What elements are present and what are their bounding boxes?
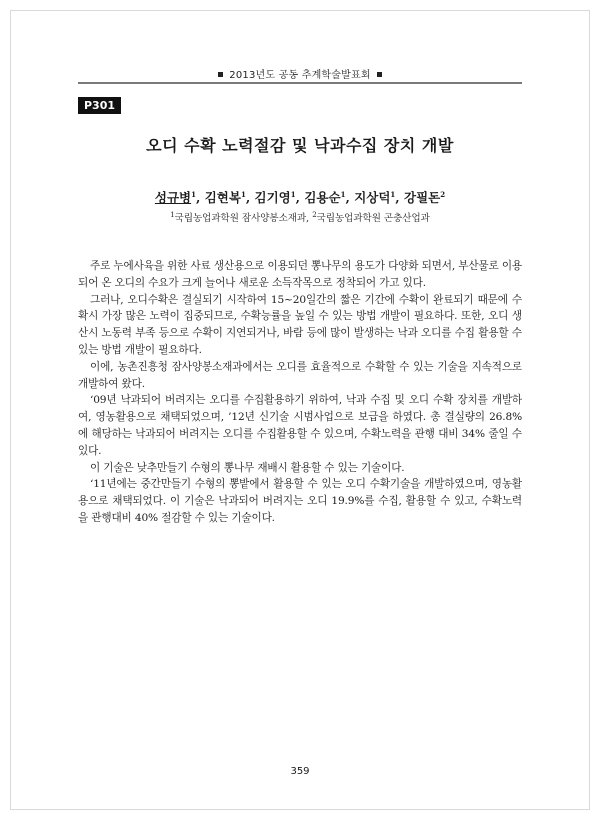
- author-name: 강필돈: [404, 190, 441, 205]
- affiliation-text: 국립농업과학원 잠사양봉소재과,: [174, 213, 313, 224]
- author: 지상덕$^1$,: [354, 189, 405, 205]
- author-affiliation-mark: 1: [290, 189, 296, 199]
- author-affiliation-mark: 1: [240, 189, 246, 199]
- body-paragraph: 그러나, 오디수확은 결실되기 시작하여 15~20일간의 짧은 기간에 수확이 완료되기 때문에 수확시 가장 많은 노력이 집중되므로, 수확능률을 높일 수 있는 방법 개발이 필요하다. 또한, 오디 생산시 노동력 부족 등으로 수확이 지연되거나, 바람 등에 많이 발생하는 낙과 오디를 수집 활용할 수 있는 방법 개발이 필요하다.: [78, 293, 522, 356]
- body-paragraph: ‘09년 낙과되어 버려지는 오디를 수집활용하기 위하여, 낙과 수집 및 오디 수확 장치를 개발하여, 영농활용으로 채택되었으며, ’12년 신기술 시범사업으로 보급을 하였다. 총 결실량의 26.8%에 해당하는 낙과되어 버려지는 오디를 수집활용할 수 있으며, 수확노력을 관행 대비 34% 줄일 수 있다.: [78, 394, 522, 457]
- affiliation-text: 국립농업과학원 곤충산업과: [316, 213, 430, 224]
- body-paragraph: ‘11년에는 중간만들기 수형의 뽕밭에서 활용할 수 있는 오디 수확기술을 개발하였으며, 영농활용으로 채택되었다. 이 기술은 낙과되어 버려지는 오디 19.9%를 수집, 활용할 수 있고, 수확노력을 관행대비 40% 절감할 수 있는 기술이다.: [78, 478, 522, 524]
- affiliation-mark: 2: [312, 210, 317, 219]
- header-rule: [78, 82, 522, 84]
- author: 김용순$^1$,: [304, 189, 355, 205]
- affiliation-mark: 1: [170, 210, 175, 219]
- author-name: 김현복: [204, 190, 241, 205]
- bullet-square-icon: [377, 72, 382, 77]
- author-name: 성규병: [154, 190, 192, 205]
- author-name: 김기영: [254, 190, 291, 205]
- body-paragraph: 주로 누에사육을 위한 사료 생산용으로 이용되던 뽕나무의 용도가 다양화 되면서, 부산물로 이용되어 온 오디의 수요가 크게 늘어나 새로운 소득작목으로 정착되어 가고 있다.: [78, 260, 522, 289]
- author: 김기영$^1$,: [254, 189, 305, 205]
- author-affiliation-mark: 2: [440, 189, 446, 199]
- running-header: [0, 66, 600, 81]
- paper-title: 오디 수확 노력절감 및 낙과수집 장치 개발: [146, 136, 454, 155]
- author: 성규병$^1$,: [154, 189, 205, 205]
- author-affiliation-mark: 1: [390, 189, 396, 199]
- body-paragraph: 이 기술은 낮추만들기 수형의 뽕나무 재배시 활용할 수 있는 기술이다.: [90, 461, 405, 474]
- body-paragraph: 이에, 농촌진흥청 잠사양봉소재과에서는 오디를 효율적으로 수확할 수 있는 기술을 지속적으로 개발하여 왔다.: [78, 360, 522, 390]
- author: [404, 190, 445, 205]
- abstract-body: [78, 258, 522, 527]
- author: 김현복$^1$,: [204, 189, 255, 205]
- author-list: [0, 188, 600, 206]
- author-name: 김용순: [304, 190, 341, 205]
- page-number: 359: [290, 766, 310, 777]
- affiliation-list: [0, 210, 600, 224]
- affiliation: [170, 210, 313, 224]
- conference-title: 2013년도 공동 추계학술발표회: [229, 70, 371, 81]
- affiliation: [312, 210, 430, 224]
- author-affiliation-mark: 1: [191, 189, 196, 199]
- poster-id-badge: P301: [78, 97, 121, 114]
- author-name: 지상덕: [354, 190, 391, 205]
- bullet-square-icon: [218, 72, 223, 77]
- author-affiliation-mark: 1: [340, 189, 346, 199]
